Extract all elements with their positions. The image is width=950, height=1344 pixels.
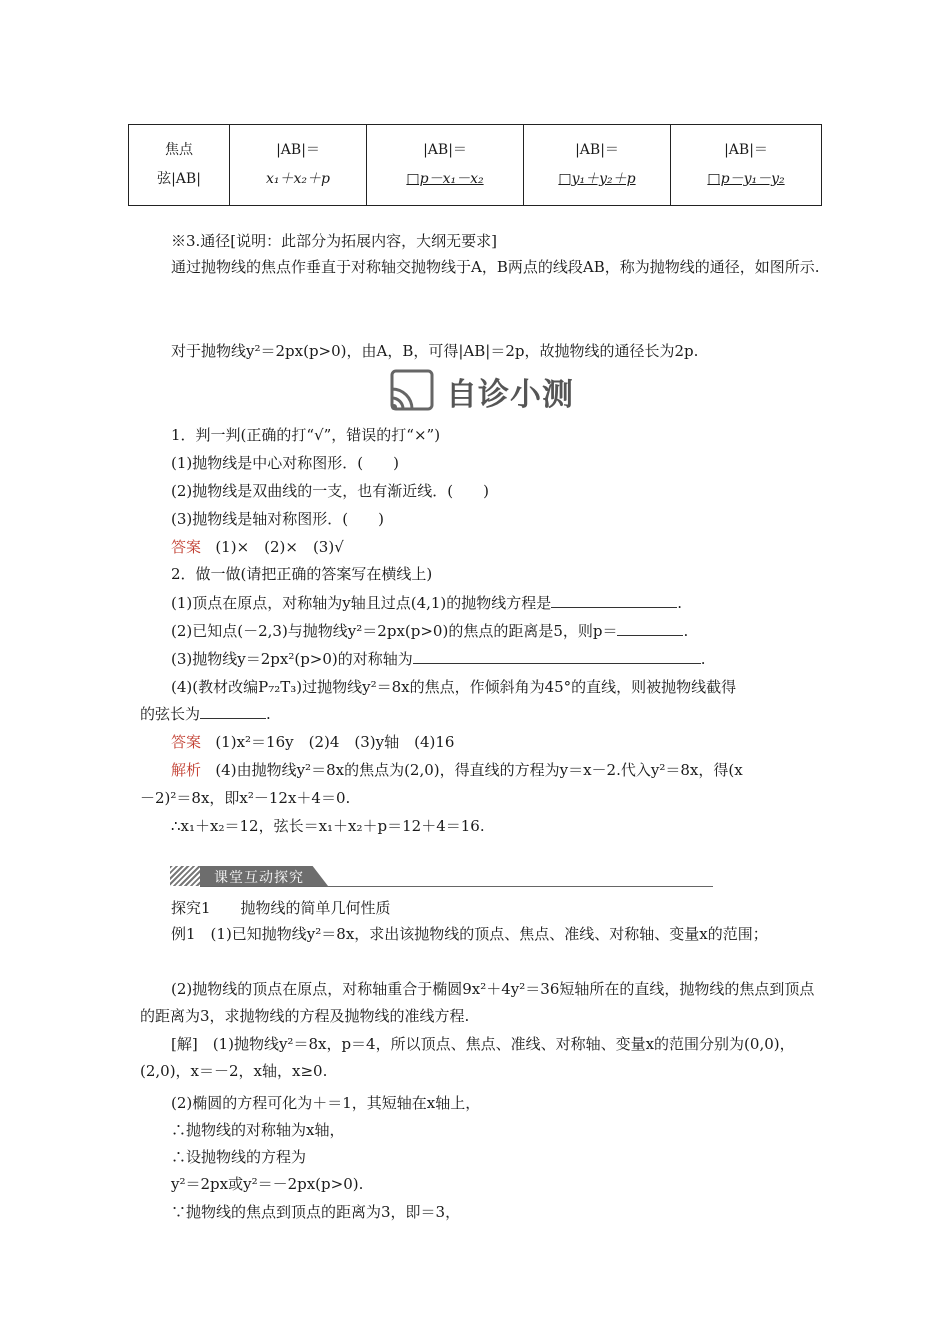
cell-line2: □p－y₁－y₂ <box>707 171 785 187</box>
table-cell <box>230 125 367 206</box>
self-test-banner <box>388 367 598 417</box>
answer-label: 答案 <box>171 538 202 556</box>
period: . <box>683 622 689 640</box>
answer-blank <box>617 621 683 636</box>
cell-line2: □y₁＋y₂＋p <box>558 171 636 187</box>
cell-line2: x₁＋x₂＋p <box>266 171 330 187</box>
q2-item-3 <box>171 648 851 669</box>
table-cell <box>524 125 671 206</box>
cell-line2: □p－x₁－x₂ <box>406 171 484 187</box>
q2-analysis-line1 <box>171 759 851 780</box>
q1-item-2: (2)抛物线是双曲线的一支，也有渐近线．( ) <box>171 482 489 500</box>
solution-line: y²＝2px或y²＝－2px(p>0). <box>171 1175 364 1193</box>
answer-text: (1)× (2)× (3)√ <box>215 538 344 556</box>
q2-item-1-text: (1)顶点在原点，对称轴为y轴且过点(4,1)的抛物线方程是 <box>171 594 552 612</box>
explore-heading: 探究1 抛物线的简单几何性质 <box>171 899 391 917</box>
q1-answer <box>171 536 851 557</box>
example-1-part2: (2)抛物线的顶点在原点，对称轴重合于椭圆9x²＋4y²＝36短轴所在的直线，抛物线的焦点到顶点的距离为3，求抛物线的方程及抛物线的准线方程. <box>140 980 815 1025</box>
cell-line1: |AB|＝ <box>724 142 768 158</box>
analysis-text: (4)由抛物线y²＝8x的焦点为(2,0)，得直线的方程为y＝x－2.代入y²＝8x，得(x <box>215 761 743 779</box>
q2-item-3-text: (3)抛物线y＝2px²(p>0)的对称轴为 <box>171 650 413 668</box>
cell-line1: |AB|＝ <box>575 142 619 158</box>
q1-title: 1．判一判(正确的打“√”，错误的打“×”) <box>171 426 441 444</box>
q1-item-1: (1)抛物线是中心对称图形．( ) <box>171 454 399 472</box>
q2-item-2 <box>171 620 851 641</box>
section-rule <box>200 886 713 887</box>
tongjing-heading: ※3.通径[说明：此部分为拓展内容，大纲无要求] <box>171 232 498 250</box>
example-1-part1: 例1 (1)已知抛物线y²＝8x，求出该抛物线的顶点、焦点、准线、对称轴、变量x的范围； <box>171 925 768 943</box>
q2-analysis-line3: ∴x₁＋x₂＝12，弦长＝x₁＋x₂＋p＝12＋4＝16. <box>171 817 485 835</box>
section-tab-label: 课堂互动探究 <box>214 870 304 886</box>
answer-label: 答案 <box>171 733 202 751</box>
solution-line: ∵抛物线的焦点到顶点的距离为3，即＝3， <box>171 1203 461 1221</box>
solution-part1: [解] (1)抛物线y²＝8x，p＝4，所以顶点、焦点、准线、对称轴、变量x的范围分别为(0,0)，(2,0)，x＝－2，x轴，x≥0. <box>140 1035 795 1080</box>
q2-item-4-text: 的弦长为 <box>140 705 201 723</box>
cell-line1: |AB|＝ <box>276 142 320 158</box>
tongjing-para2: 对于抛物线y²＝2px(p>0)，由A，B，可得|AB|＝2p，故抛物线的通径长为2p. <box>171 342 699 360</box>
tongjing-para1: 通过抛物线的焦点作垂直于对称轴交抛物线于A，B两点的线段AB，称为抛物线的通径，如图所示. <box>171 258 820 276</box>
cell-line1: |AB|＝ <box>423 142 467 158</box>
answer-blank <box>413 649 701 664</box>
section-stripes <box>170 866 202 886</box>
section-header <box>170 861 713 889</box>
row-label-cell <box>129 125 230 206</box>
banner-icon <box>388 367 438 415</box>
q2-item-1 <box>171 592 851 613</box>
row-label-line1: 焦点 <box>165 142 193 158</box>
solution-line: (2)椭圆的方程可化为＋＝1，其短轴在x轴上， <box>171 1094 481 1112</box>
answer-text: (1)x²＝16y (2)4 (3)y轴 (4)16 <box>215 733 455 751</box>
solution-line: ∴抛物线的对称轴为x轴， <box>171 1121 345 1139</box>
q1-item-3: (3)抛物线是轴对称图形．( ) <box>171 510 384 528</box>
q2-analysis-line2: －2)²＝8x，即x²－12x＋4＝0. <box>140 789 351 807</box>
q2-item-4-line1: (4)(教材改编P₇₂T₃)过抛物线y²＝8x的焦点，作倾斜角为45°的直线，则被抛物线截得 <box>171 678 737 696</box>
banner-title: 自诊小测 <box>446 377 574 413</box>
table-cell <box>367 125 524 206</box>
answer-blank <box>200 704 266 719</box>
q2-item-4-line2 <box>140 703 820 724</box>
focal-chord-table <box>128 124 822 206</box>
table-cell <box>671 125 822 206</box>
period: . <box>700 650 706 668</box>
period: . <box>677 594 683 612</box>
analysis-label: 解析 <box>171 761 202 779</box>
period: . <box>266 705 271 723</box>
q2-item-2-text: (2)已知点(－2,3)与抛物线y²＝2px(p>0)的焦点的距离是5，则p＝ <box>171 622 618 640</box>
solution-line: ∴设抛物线的方程为 <box>171 1148 307 1166</box>
answer-blank <box>551 593 677 608</box>
q2-title: 2．做一做(请把正确的答案写在横线上) <box>171 565 433 583</box>
row-label-line2: 弦|AB| <box>157 171 201 187</box>
q2-answer <box>171 731 851 752</box>
